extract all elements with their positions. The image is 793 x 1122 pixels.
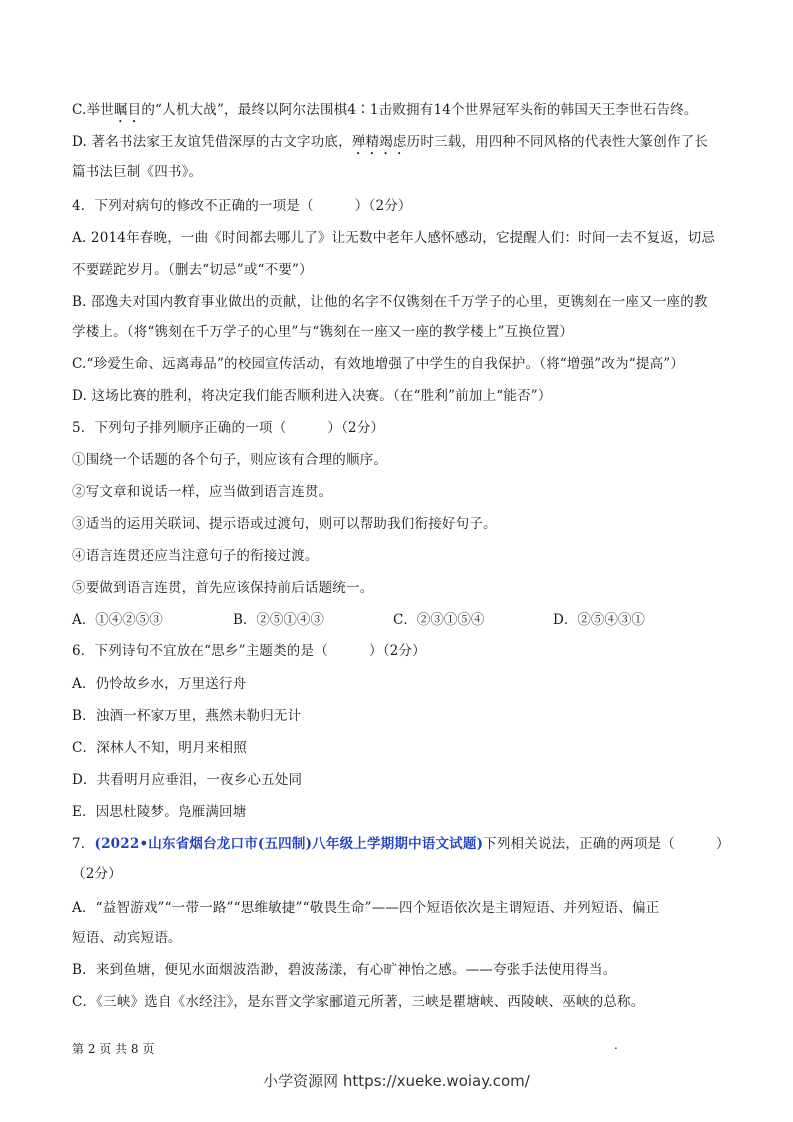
q6-option-d: D．共看明月应垂泪，一夜乡心五处同 bbox=[72, 772, 303, 788]
q3-option-d-continued: 篇书法巨制《四书》。 bbox=[72, 164, 203, 180]
q4-option-a-line2: 不要蹉跎岁月。（删去“切忌”或“不要”） bbox=[72, 262, 313, 278]
q3-option-c bbox=[72, 100, 698, 126]
q5-sentence-3: ③适当的运用关联词、提示语或过渡句，则可以帮助我们衔接好句子。 bbox=[72, 516, 497, 532]
q6-option-b: B．浊酒一杯家万里，燕然未勒归无计 bbox=[72, 708, 302, 724]
q6-option-a: A．仍怜故乡水，万里送行舟 bbox=[72, 676, 247, 692]
q5-sentence-5: ⑤要做到语言连贯，首先应该保持前后话题统一。 bbox=[72, 580, 374, 596]
q5-option-c: C．②③①⑤④ bbox=[393, 612, 485, 628]
q4-option-d: D. 这场比赛的胜利，将决定我们能否顺利进入决赛。（在“胜利”前加上“能否”） bbox=[72, 388, 552, 404]
q5-option-d: D．②⑤④③① bbox=[553, 612, 645, 628]
q6-option-e: E．因思杜陵梦。凫雁满回塘 bbox=[72, 804, 247, 820]
q3-option-d-emphasis: 殚精竭虑 bbox=[351, 134, 407, 150]
footer-dot: . bbox=[614, 1038, 618, 1052]
q4-option-b-line1: B. 邵逸夫对国内教育事业做出的贡献，让他的名字不仅镌刻在千万学子的心里，更镌刻在一座又一座的教 bbox=[72, 294, 708, 310]
watermark-link[interactable]: 小学资源网 https://xueke.woiay.com/ bbox=[263, 1072, 530, 1090]
q7-option-a-line1: A．“益智游戏”“一带一路”“思维敏捷”“敬畏生命”——四个短语依次是主谓短语、并列短语、偏正 bbox=[72, 900, 660, 916]
q5-sentence-4: ④语言连贯还应当注意句子的衔接过渡。 bbox=[72, 548, 319, 564]
q3-option-c-pre: C.举世 bbox=[72, 102, 114, 118]
q7-number: 7． bbox=[72, 836, 95, 852]
q7-stem: 下列相关说法，正确的两项是（ ） bbox=[483, 836, 730, 852]
q7-stem-line bbox=[72, 834, 730, 854]
q6-option-c: C．深林人不知，明月来相照 bbox=[72, 740, 247, 756]
q5-sentence-2: ②写文章和说话一样，应当做到语言连贯。 bbox=[72, 484, 333, 500]
q7-source: (2022•山东省烟台龙口市(五四制)八年级上学期期中语文试题) bbox=[94, 836, 484, 852]
q6-stem: 6．下列诗句不宜放在“思乡”主题类的是（ ）（2分） bbox=[72, 643, 426, 659]
q7-option-b: B．来到鱼塘，便见水面烟波浩渺，碧波荡漾，有心旷神怡之感。——夸张手法使用得当。 bbox=[72, 962, 617, 978]
q7-option-c: C．《三峡》选自《水经注》，是东晋文学家郦道元所著，三峡是瞿塘峡、西陵峡、巫峡的总称。 bbox=[72, 994, 645, 1010]
q5-option-a: A．①④②⑤③ bbox=[72, 612, 163, 628]
q7-score: （2分） bbox=[72, 866, 122, 882]
q4-option-c: C.“珍爱生命、远离毒品”的校园宣传活动，有效地增强了中学生的自我保护。（将“增强”改为“提高”） bbox=[72, 356, 685, 372]
q4-option-b-line2: 学楼上。（将“镌刻在千万学子的心里”与“镌刻在一座又一座的教学楼上”互换位置） bbox=[72, 324, 574, 340]
q3-option-c-emphasis: 瞩目 bbox=[113, 102, 142, 118]
q3-option-d-pre: D. 著名书法家王友谊凭借深厚的古文字功底， bbox=[72, 134, 352, 150]
q3-option-d-post: 历时三载，用四种不同风格的代表性大篆创作了长 bbox=[406, 134, 709, 150]
q4-option-a-line1: A. 2014年春晚，一曲《时间都去哪儿了》让无数中老年人感怀感动，它提醒人们：时间一去不复返，切忌 bbox=[72, 230, 716, 246]
q5-sentence-1: ①围绕一个话题的各个句子，则应该有合理的顺序。 bbox=[72, 452, 388, 468]
q5-stem: 5．下列句子排列顺序正确的一项（ ）（2分） bbox=[72, 420, 385, 436]
q4-stem: 4．下列对病句的修改不正确的一项是（ ）（2分） bbox=[72, 198, 412, 214]
q3-option-c-post: 的“人机大战”，最终以阿尔法围棋4∶1击败拥有14个世界冠军头衔的韩国天王李世石告终。 bbox=[141, 102, 698, 118]
page-number: 第 2 页 共 8 页 bbox=[72, 1042, 155, 1056]
q3-option-d bbox=[72, 132, 708, 158]
q7-option-a-line2: 短语、动宾短语。 bbox=[72, 930, 182, 946]
q5-option-b: B．②⑤①④③ bbox=[233, 612, 324, 628]
